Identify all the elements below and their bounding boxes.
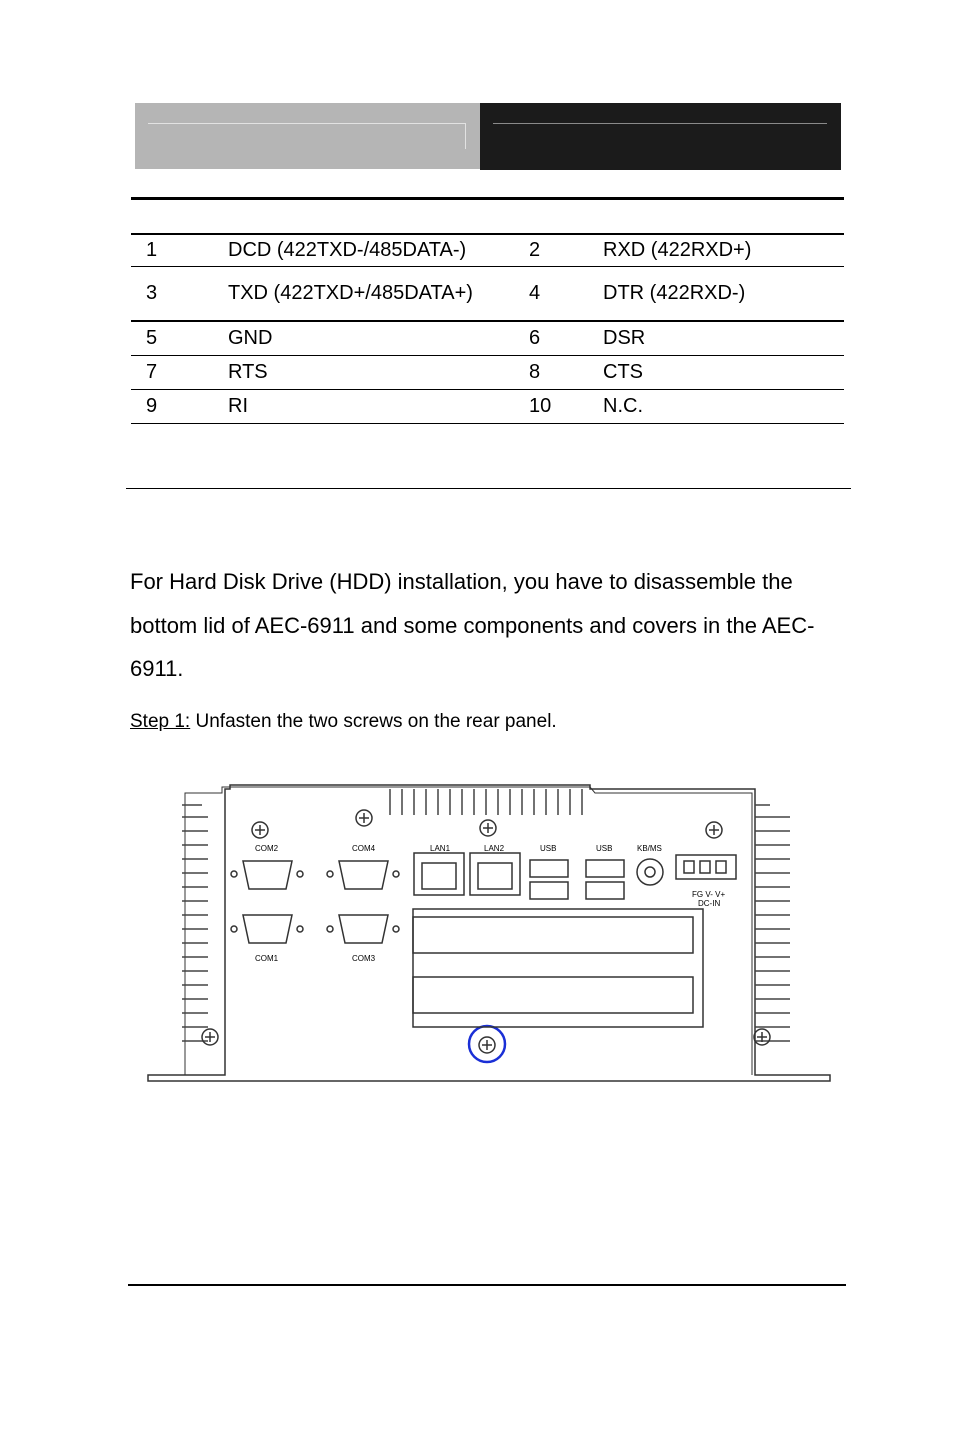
section-divider (126, 488, 851, 489)
label-com1: COM1 (255, 954, 279, 963)
label-usb-b: USB (596, 844, 613, 853)
footer-rule (128, 1284, 846, 1286)
screw-icon (356, 810, 372, 826)
left-fins (182, 805, 208, 1041)
label-com4: COM4 (352, 844, 376, 853)
pin-signal: DTR (422RXD-) (603, 281, 746, 304)
pin-assignment-table (131, 233, 844, 424)
label-com3: COM3 (352, 954, 376, 963)
hdd-installation-paragraph: For Hard Disk Drive (HDD) installation, you have to disassemble the bottom lid of AEC-6911 and some components and covers in the AEC-6911. (130, 569, 815, 681)
header-left-bar (135, 103, 480, 169)
top-fins (390, 789, 582, 815)
power-connector-icon (676, 855, 736, 879)
pin-number: 4 (529, 281, 541, 304)
pin-signal: N.C. (603, 394, 643, 417)
label-com2: COM2 (255, 844, 279, 853)
pin-number: 8 (529, 360, 541, 383)
pin-signal: RTS (228, 360, 268, 383)
chassis-body (185, 787, 752, 1075)
step-1 (130, 711, 557, 733)
screw-icon (480, 820, 496, 836)
pin-number: 1 (146, 238, 158, 261)
pin-number: 3 (146, 281, 158, 304)
table-row (131, 389, 844, 423)
pin-number: 2 (529, 238, 541, 261)
rear-panel-diagram (140, 775, 840, 1095)
screw-icon (754, 1029, 770, 1045)
label-usb-a: USB (540, 844, 557, 853)
com-port-icon (327, 861, 399, 889)
com-port-icon (327, 915, 399, 943)
screw-icon (252, 822, 268, 838)
pin-number: 7 (146, 360, 158, 383)
usb-port-icon (586, 860, 624, 899)
step-label: Step 1: (130, 711, 191, 732)
table-row (131, 234, 844, 266)
pin-signal: CTS (603, 360, 643, 383)
section-rule (131, 197, 844, 200)
pin-signal: TXD (422TXD+/485DATA+) (228, 281, 473, 304)
screw-icon (202, 1029, 218, 1045)
pin-number: 6 (529, 326, 541, 349)
pin-number: 10 (529, 394, 552, 417)
table-row (131, 321, 844, 355)
table-row (131, 355, 844, 389)
header-right-line (493, 123, 827, 124)
step-text: Unfasten the two screws on the rear panel. (190, 711, 557, 732)
pin-signal: GND (228, 326, 273, 349)
pin-signal: RI (228, 394, 248, 417)
screw-icon (479, 1037, 495, 1053)
com-port-icon (231, 915, 303, 943)
pin-number: 5 (146, 326, 158, 349)
header-left-line (148, 123, 466, 149)
expansion-slots (413, 909, 703, 1027)
table-row (131, 266, 844, 321)
com-port-icon (231, 861, 303, 889)
kbms-port-icon (637, 859, 663, 885)
screw-icon (706, 822, 722, 838)
label-lan2: LAN2 (484, 844, 505, 853)
pin-number: 9 (146, 394, 158, 417)
pin-signal: RXD (422RXD+) (603, 238, 752, 261)
lan-port-icon (414, 853, 464, 895)
label-power: FG V- V+ (692, 890, 726, 899)
header-right-bar (480, 103, 841, 170)
lan-port-icon (470, 853, 520, 895)
pin-signal: DSR (603, 326, 646, 349)
right-fins (755, 805, 790, 1041)
usb-port-icon (530, 860, 568, 899)
label-kbms: KB/MS (637, 844, 662, 853)
pin-signal: DCD (422TXD-/485DATA-) (228, 238, 467, 261)
label-dcin: DC-IN (698, 899, 721, 908)
label-lan1: LAN1 (430, 844, 451, 853)
